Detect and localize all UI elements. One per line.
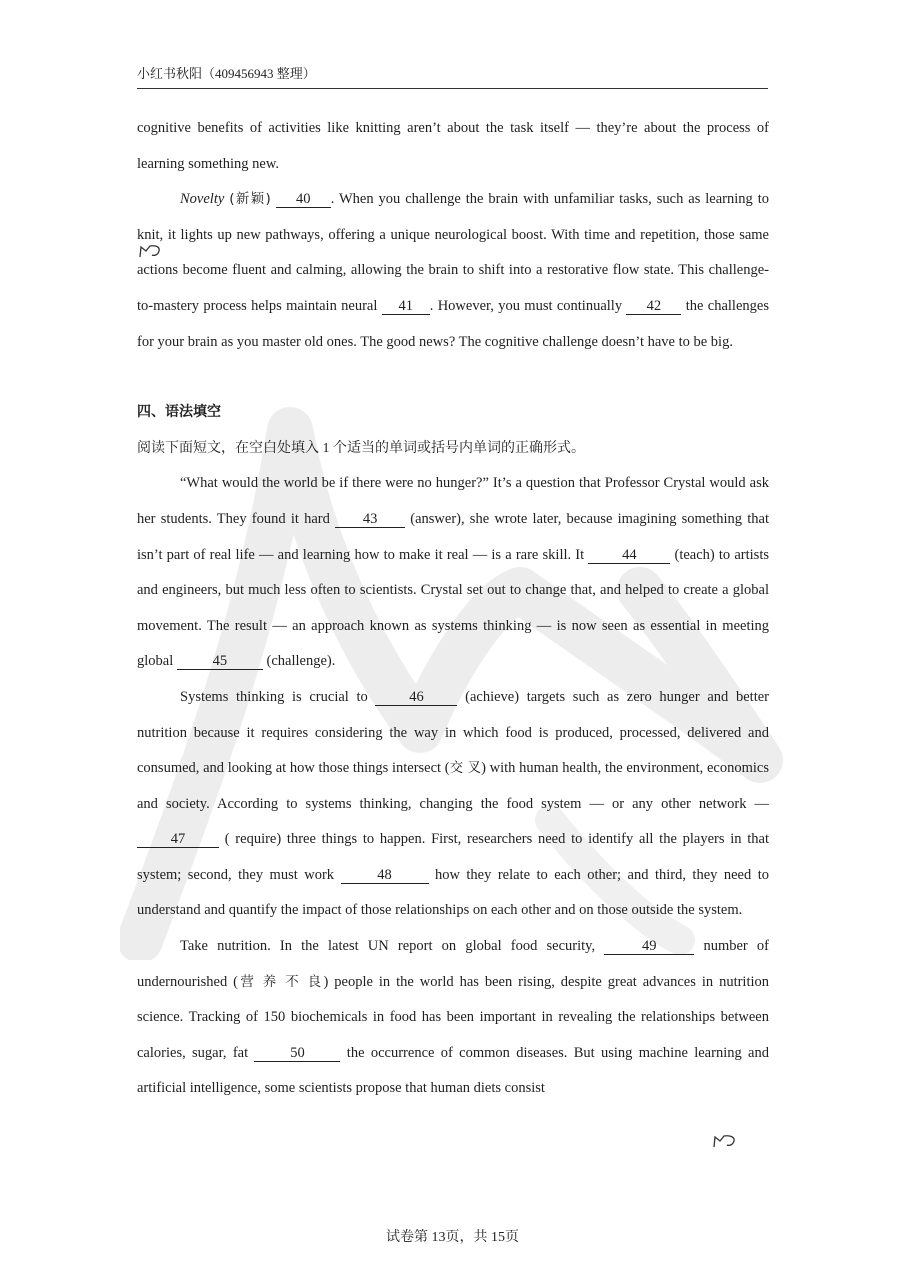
blank-47[interactable]: 47 [137,831,219,848]
paragraph-continuation: cognitive benefits of activities like knitting aren’t about the task itself — they’re about the process of learning something new. [137,120,769,172]
paragraph-systems-thinking: Systems thinking is crucial to 46 (achieve) targets such as zero hunger and better nutrition because it requires considering the way in which food is produced, processed, delivered and consumed, and looking at how those things intersect (交 叉) with human health, the environment, economics and society. According to systems thinking, changing the food system — or any other network — 47 ( require) three things to happen. First, researchers need to identify all the players in that system; second, they must work 48 how they relate to each other; and third, they need to understand and quantify the impact of those relationships on each other and on those outside the system. [137,688,769,919]
page-number: 试卷第 13页，共 15页 [386,1230,519,1245]
blank-43[interactable]: 43 [335,511,405,528]
paragraph-crystal: “What would the world be if there were no hunger?” It’s a question that Professor Crystal would ask her students. They found it hard 43 (answer), she wrote later, because imagining something that isn’t part of real life — and learning how to make it real — is a rare skill. It 44 (teach) to artists and engineers, but much less often to scientists. Crystal set out to change that, and helped to create a global movement. The result — an approach known as systems thinking — is now seen as essential in meeting global 45 (challenge). [137,475,769,670]
page-footer [0,1226,905,1246]
term-novelty-cn: (新颖) [229,191,271,208]
handwritten-mark [712,1132,740,1150]
blank-41[interactable]: 41 [382,298,430,315]
blank-49[interactable]: 49 [604,938,694,955]
paragraph-novelty: Novelty (新颖) 40 . When you challenge the brain with unfamiliar tasks, such as learning to knit, it lights up new pathways, offering a unique neurological boost. With time and repetition, those same actions become fluent and calming, allowing the brain to shift into a restorative flow state. This challenge-to-mastery process helps maintain neural 41 . However, you must continually 42 the challenges for your brain as you master old ones. The good news? The cognitive challenge doesn’t have to be big. [137,191,770,350]
blank-50[interactable]: 50 [254,1045,340,1062]
paragraph-nutrition: Take nutrition. In the latest UN report on global food security, 49 number of undernourished (营 养 不 良) people in the world has been rising, despite great advances in nutrition science. Tracking of 150 biochemicals in food has been important in revealing the relationships between calories, sugar, fat 50 the occurrence of common diseases. But using machine learning and artificial intelligence, some scientists propose that human diets consist [137,938,770,1097]
section-instruction: 阅读下面短文，在空白处填入 1 个适当的单词或括号内单词的正确形式。 [137,440,585,456]
header-text: 小红书秋阳（409456943 整理） [137,66,316,81]
blank-44[interactable]: 44 [588,547,670,564]
blank-48[interactable]: 48 [341,867,429,884]
gloss-intersect: 交 叉 [449,760,482,777]
blank-40[interactable]: 40 [276,191,331,208]
gloss-undernourished: 营 养 不 良 [237,973,324,990]
blank-46[interactable]: 46 [375,689,457,706]
blank-42[interactable]: 42 [626,298,681,315]
section-heading: 四、语法填空 [137,404,221,421]
blank-45[interactable]: 45 [177,653,263,670]
term-novelty: Novelty [180,191,225,208]
page-header [137,63,768,89]
exam-content [137,111,769,1107]
